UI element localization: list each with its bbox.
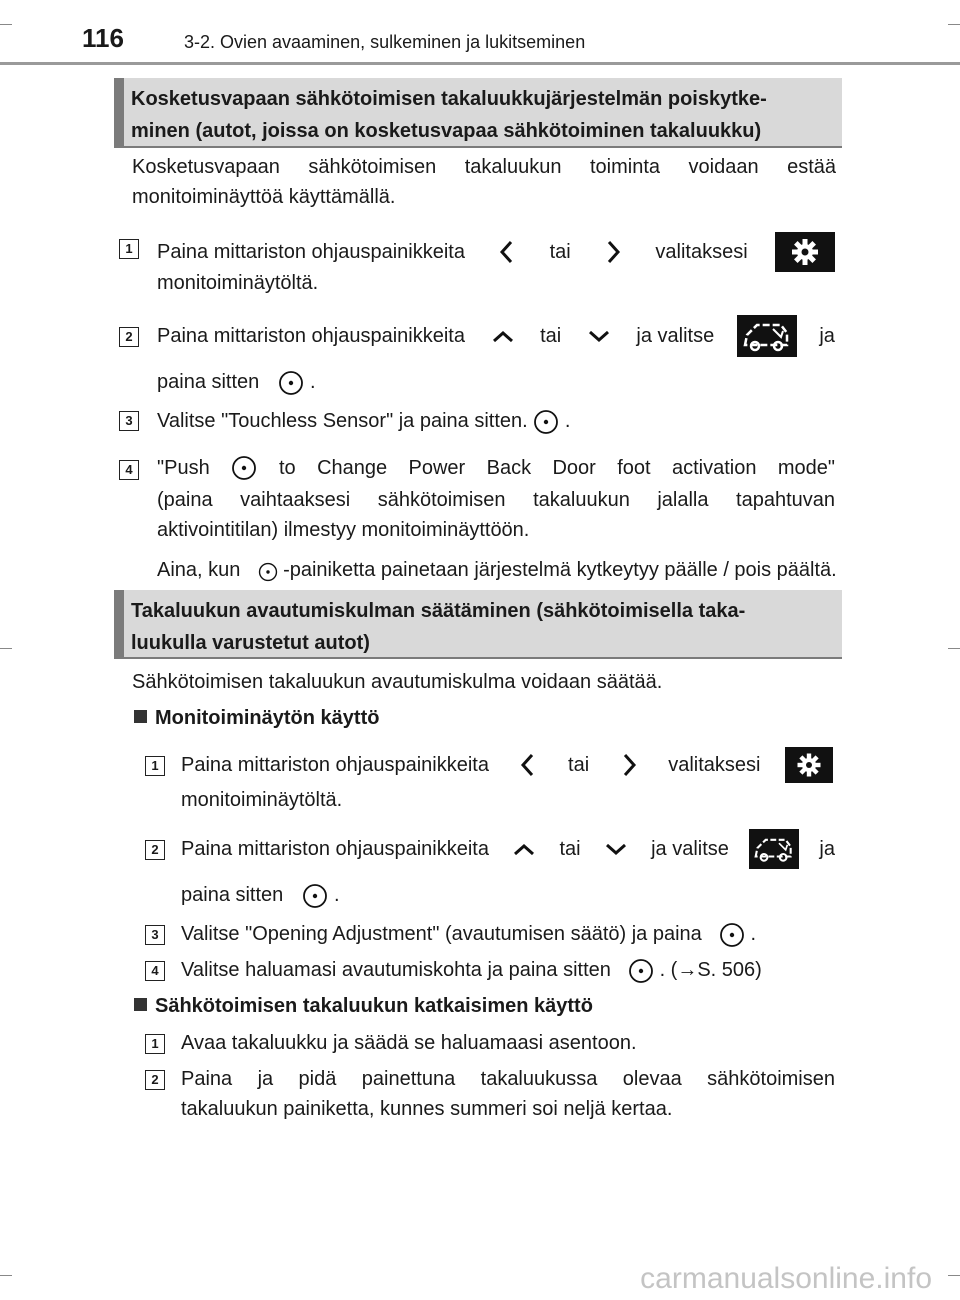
- step-text-part: valitaksesi: [655, 241, 748, 263]
- step-number: 4: [145, 961, 165, 981]
- step-text: [157, 453, 835, 483]
- step-text: [181, 919, 756, 949]
- step-text-part: Valitse "Opening Adjustment" (avautumisen säätö) ja paina: [181, 923, 702, 945]
- step-text: aktivointitilan) ilmestyy monitoiminäyttöön.: [157, 519, 530, 541]
- chevron-right-icon: [614, 750, 644, 780]
- ok-button-icon: [628, 958, 654, 984]
- step-text-part: "Push: [157, 457, 210, 479]
- intro-line: monitoiminäyttöä käyttämällä.: [132, 186, 396, 208]
- step-text-part: paina sitten: [181, 884, 284, 906]
- crop-mark: [0, 24, 12, 25]
- section-title-line: Kosketusvapaan sähkötoimisen takaluukkujärjestelmän poiskytke-: [131, 88, 767, 110]
- subsection-heading: [134, 991, 593, 1021]
- step-text-part: Valitse "Touchless Sensor" ja paina sitten.: [157, 410, 528, 432]
- step-text-part: .: [333, 884, 340, 906]
- section-heading: [114, 78, 842, 148]
- step-text: [157, 314, 835, 358]
- step-text-part: ja: [819, 838, 835, 860]
- step-number: 1: [119, 239, 139, 259]
- gear-icon: [785, 747, 833, 783]
- step-text-part: ja: [819, 325, 835, 347]
- step-text-part: ja valitse: [636, 325, 715, 347]
- step-text-part: tai: [568, 754, 590, 776]
- step-number: 1: [145, 756, 165, 776]
- step-text-part: ja valitse: [651, 838, 729, 860]
- watermark: carmanualsonline.info: [640, 1262, 932, 1295]
- section-title-line: minen (autot, joissa on kosketusvapaa sähkötoiminen takaluukku): [131, 120, 762, 142]
- intro-line: Kosketusvapaan sähkötoimisen takaluukun toiminta voidaan estää: [132, 156, 836, 178]
- step-text: (paina vaihtaaksesi sähkötoimisen takaluukun jalalla tapahtuvan: [157, 489, 835, 511]
- section-title-line: luukulla varustetut autot): [131, 632, 370, 654]
- section-heading-bar: [114, 590, 124, 657]
- running-head: 3-2. Ovien avaaminen, sulkeminen ja lukitseminen: [184, 32, 586, 52]
- crop-mark: [948, 648, 960, 649]
- crop-mark: [0, 1275, 12, 1276]
- page-number: 116: [82, 23, 124, 53]
- intro-line: Sähkötoimisen takaluukun avautumiskulma voidaan säätää.: [132, 671, 663, 693]
- step-text-part: Valitse haluamasi avautumiskohta ja paina sitten: [181, 959, 611, 981]
- subsection-title: Sähkötoimisen takaluukun katkaisimen käyttö: [155, 995, 593, 1017]
- step-text-part: tai: [549, 241, 571, 263]
- vehicle-settings-icon: [749, 829, 799, 869]
- step-text-part: Paina mittariston ohjauspainikkeita: [157, 241, 465, 263]
- crop-mark: [948, 24, 960, 25]
- ok-button-icon: [278, 370, 304, 396]
- step-text-part: tai: [540, 325, 562, 347]
- step-number: 2: [119, 327, 139, 347]
- crop-mark: [948, 1275, 960, 1276]
- section-heading: [114, 590, 842, 659]
- step-text: [181, 880, 340, 910]
- step-number: 3: [145, 925, 165, 945]
- section-title-line: Takaluukun avautumiskulman säätäminen (sähkötoimisella taka-: [131, 600, 746, 622]
- step-text-part: to Change Power Back Door foot activation mode": [279, 457, 835, 479]
- note-part: Aina, kun: [157, 559, 241, 581]
- section-heading-bar: [114, 78, 124, 146]
- step-number: 2: [145, 840, 165, 860]
- chevron-left-icon: [492, 237, 522, 267]
- ok-button-icon: [533, 409, 559, 435]
- step-text: [181, 955, 762, 985]
- vehicle-settings-icon: [737, 315, 797, 357]
- gear-icon: [775, 232, 835, 272]
- step-text: [157, 232, 835, 272]
- step-text: [181, 827, 835, 871]
- subsection-title: Monitoiminäytön käyttö: [155, 707, 380, 729]
- step-text-part: .: [309, 371, 316, 393]
- step-text: [157, 367, 316, 397]
- header-rule: [0, 62, 960, 65]
- step-number: 4: [119, 460, 139, 480]
- note-text: [157, 555, 837, 585]
- step-text-part: tai: [559, 838, 581, 860]
- chevron-up-icon: [509, 834, 539, 864]
- step-text-part: .: [564, 410, 571, 432]
- ok-button-icon: [302, 883, 328, 909]
- step-number: 2: [145, 1070, 165, 1090]
- step-text-part: paina sitten: [157, 371, 260, 393]
- chevron-down-icon: [584, 321, 614, 351]
- section-heading-text: [131, 595, 836, 659]
- step-text: takaluukun painiketta, kunnes summeri soi neljä kertaa.: [181, 1098, 673, 1120]
- bullet-square-icon: [134, 710, 147, 723]
- step-text: [157, 406, 570, 436]
- chevron-right-icon: [598, 237, 628, 267]
- step-text-part: Paina mittariston ohjauspainikkeita: [157, 325, 465, 347]
- step-text-part: . (→S. 506): [659, 959, 762, 981]
- chevron-up-icon: [488, 321, 518, 351]
- step-text: monitoiminäytöltä.: [157, 272, 319, 294]
- section-heading-text: [131, 83, 836, 147]
- ok-button-icon: [231, 455, 257, 481]
- note-part: -painiketta painetaan järjestelmä kytkeytyy päälle / pois päältä.: [283, 559, 837, 581]
- step-text: Paina ja pidä painettuna takaluukussa olevaa sähkötoimisen: [181, 1068, 835, 1090]
- chevron-left-icon: [513, 750, 543, 780]
- chevron-down-icon: [601, 834, 631, 864]
- step-number: 3: [119, 411, 139, 431]
- subsection-heading: [134, 703, 379, 733]
- step-text-part: Paina mittariston ohjauspainikkeita: [181, 754, 489, 776]
- step-number: 1: [145, 1034, 165, 1054]
- step-text: [181, 747, 833, 783]
- step-text: monitoiminäytöltä.: [181, 789, 343, 811]
- ok-button-icon: [258, 561, 278, 581]
- ok-button-icon: [719, 922, 745, 948]
- bullet-square-icon: [134, 998, 147, 1011]
- step-text-part: Paina mittariston ohjauspainikkeita: [181, 838, 489, 860]
- step-text-part: valitaksesi: [668, 754, 761, 776]
- step-text: Avaa takaluukku ja säädä se haluamaasi asentoon.: [181, 1032, 637, 1054]
- step-text-part: .: [750, 923, 757, 945]
- crop-mark: [0, 648, 12, 649]
